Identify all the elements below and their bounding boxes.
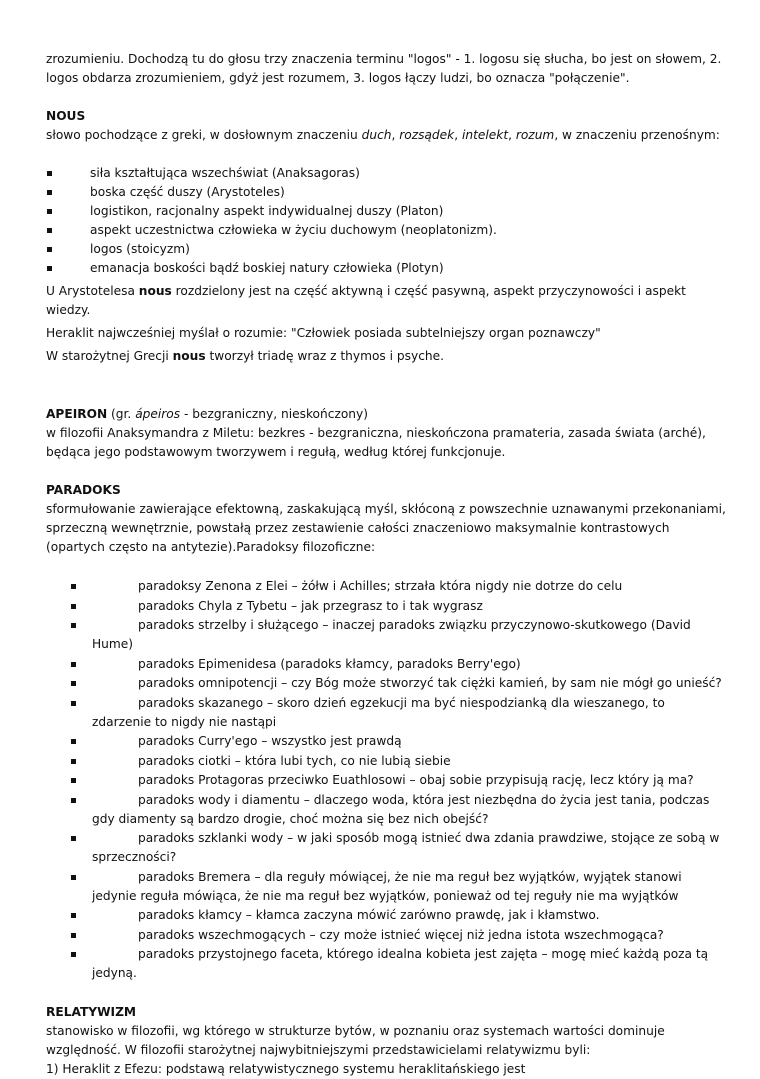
nous-heraklit-paragraph: Heraklit najwcześniej myślał o rozumie: "Człowiek posiada subtelniejszy organ poznawczy" (46, 326, 601, 340)
list-item: paradoks przystojnego faceta, którego idealna kobieta jest zajęta – mogę mieć każdą poza tą jedyną. (46, 945, 726, 983)
list-item: aspekt uczestnictwa człowieka w życiu duchowym (neoplatonizm). (46, 221, 726, 240)
list-item: paradoks wszechmogących – czy może istnieć więcej niż jedna istota wszechmogąca? (46, 926, 726, 945)
document-page (46, 50, 726, 1079)
relatywizm-item-1: 1) Heraklit z Efezu: podstawą relatywistycznego systemu heraklitańskiego jest (46, 1061, 526, 1076)
list-item: emanacja boskości bądź boskiej natury człowieka (Plotyn) (46, 259, 726, 278)
list-item: paradoks Protagoras przeciwko Euathlosowi – obaj sobie przypisują rację, lecz który ją ma? (46, 771, 726, 790)
nous-definition: słowo pochodzące z greki, w dosłownym znaczeniu duch, rozsądek, intelekt, rozum, w znaczeniu przenośnym: (46, 128, 720, 142)
list-item: paradoks szklanki wody – w jaki sposób mogą istnieć dwa zdania prawdziwe, stojące ze sobą w sprzeczności? (46, 829, 726, 867)
list-item: logistikon, racjonalny aspekt indywidualnej duszy (Platon) (46, 202, 726, 221)
nous-heading: NOUS (46, 109, 86, 123)
paradoks-heading: PARADOKS (46, 483, 121, 497)
list-item: boska część duszy (Arystoteles) (46, 183, 726, 202)
paradoks-list (46, 577, 726, 983)
list-item: paradoks Curry'ego – wszystko jest prawdą (46, 732, 726, 751)
nous-arystoteles-paragraph: U Arystotelesa nous rozdzielony jest na część aktywną i część pasywną, aspekt przyczynowości i aspekt wiedzy. (46, 284, 686, 317)
list-item: paradoks strzelby i służącego – inaczej paradoks związku przyczynowo-skutkowego (David Hume) (46, 616, 726, 654)
apeiron-heading: APEIRON (46, 407, 108, 421)
paradoks-definition: sformułowanie zawierające efektowną, zaskakującą myśl, skłóconą z powszechnie uznawanymi przekonaniami, sprzeczną wewnętrznie, powstałą przez zestawienie całości znaczeniowo maksymalnie kontrastowych (opartych często na antytezie).Paradoksy filozoficzne: (46, 502, 726, 554)
list-item: paradoks Chyla z Tybetu – jak przegrasz to i tak wygrasz (46, 597, 726, 616)
list-item: paradoks skazanego – skoro dzień egzekucji ma być niespodzianką dla wieszanego, to zdarzenie to nigdy nie nastąpi (46, 694, 726, 732)
list-item: paradoks kłamcy – kłamca zaczyna mówić zarówno prawdę, jak i kłamstwo. (46, 906, 726, 925)
list-item: paradoksy Zenona z Elei – żółw i Achilles; strzała która nigdy nie dotrze do celu (46, 577, 726, 596)
apeiron-definition: w filozofii Anaksymandra z Miletu: bezkres - bezgraniczna, nieskończona pramateria, zasada świata (arché), będąca jego podstawowym tworzywem i regułą, według której funkcjonuje. (46, 426, 706, 459)
relatywizm-definition: stanowisko w filozofii, wg którego w strukturze bytów, w poznaniu oraz systemach wartości dominuje względność. W filozofii starożytnej najwybitniejszymi przedstawicielami relatywizmu byli: (46, 1023, 665, 1057)
nous-greece-paragraph: W starożytnej Grecji nous tworzył triadę wraz z thymos i psyche. (46, 349, 445, 363)
list-item: paradoks Bremera – dla reguły mówiącej, że nie ma reguł bez wyjątków, wyjątek stanowi jedynie reguła mówiąca, że nie ma reguł bez wyjątków, ponieważ od tej reguły nie ma wyjątków (46, 868, 726, 906)
list-item: siła kształtująca wszechświat (Anaksagoras) (46, 164, 726, 183)
list-item: logos (stoicyzm) (46, 240, 726, 259)
list-item: paradoks ciotki – która lubi tych, co nie lubią siebie (46, 752, 726, 771)
relatywizm-heading: RELATYWIZM (46, 1004, 137, 1019)
list-item: paradoks wody i diamentu – dlaczego woda, która jest niezbędna do życia jest tania, podczas gdy diamenty są bardzo drogie, choć można się bez nich obejść? (46, 791, 726, 829)
apeiron-heading-line: APEIRON (gr. ápeiros - bezgraniczny, nieskończony) (46, 407, 368, 421)
list-item: paradoks Epimenidesa (paradoks kłamcy, paradoks Berry'ego) (46, 655, 726, 674)
intro-paragraph: zrozumieniu. Dochodzą tu do głosu trzy znaczenia terminu "logos" - 1. logosu się słucha, bo jest on słowem, 2. logos obdarza zrozumieniem, gdyż jest rozumem, 3. logos łączy ludzi, bo oznacza "połączenie". (46, 52, 722, 85)
nous-meanings-list (46, 164, 726, 278)
list-item: paradoks omnipotencji – czy Bóg może stworzyć tak ciężki kamień, by sam nie mógł go unieść? (46, 674, 726, 693)
